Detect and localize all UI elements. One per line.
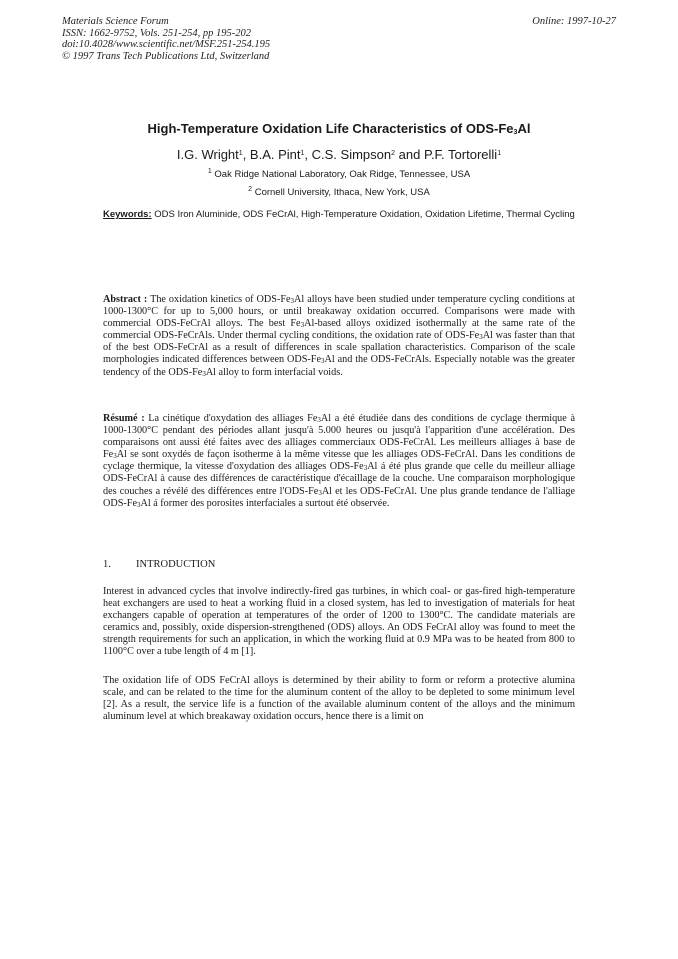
text-run: Al á former des porosites interfaciales a surtout été observée. (140, 497, 390, 509)
author-affiliation-marker: 1 (300, 150, 305, 157)
issn-line: ISSN: 1662-9752, Vols. 251-254, pp 195-202 (62, 27, 251, 39)
abstract-body (103, 294, 575, 378)
subscript: 3 (321, 357, 325, 366)
author-separator: , (304, 147, 312, 162)
keywords (103, 209, 575, 221)
journal-name: Materials Science Forum (62, 16, 169, 27)
text-run: Al a été étudiée dans des conditions de cyclage thermique à 1000-1300°C pendant des périodes allant jusqu'à 5.000 heures ou jusqu'à l'apparition d'une accélération. Des comparaisons ont aussi été faites avec des alliages commerciaux ODS-FeCrAl. Les meilleurs alliages à base de Fe (103, 413, 575, 461)
subscript: 3 (136, 500, 141, 509)
section-number: 1. (103, 559, 111, 570)
text-run: La cinétique d'oxydation des alliages Fe (144, 413, 318, 424)
subscript: 3 (479, 333, 483, 342)
online-date: Online: 1997-10-27 (532, 16, 616, 27)
subscript: 3 (318, 488, 322, 497)
section-heading: INTRODUCTION (136, 559, 216, 570)
text-run: Al and the ODS-FeCrAls. Especially notable was the greater tendency of the ODS-Fe (103, 354, 576, 378)
subscript: 3 (202, 369, 206, 378)
text-run: Al et les ODS-FeCrAl. Une plus grande tendance de l'alliage ODS-Fe (103, 485, 575, 509)
author-name: C.S. Simpson (311, 147, 392, 162)
affiliation-text: Cornell University, Ithaca, New York, USA (254, 187, 430, 198)
text-run: The oxidation kinetics of ODS-Fe (147, 294, 291, 305)
subscript: 3 (363, 464, 368, 473)
author-affiliation-marker: 2 (391, 150, 396, 157)
affiliation-1 (0, 169, 678, 180)
author-list (0, 147, 678, 162)
text-run: Al alloys have been studied under temperature cycling conditions at 1000-1300°C for up to 5,000 hours, or until breakaway oxidation occurred. Comparisons were made with commercial ODS-FeCrAl alloys. The best Fe (103, 294, 575, 330)
author-name: B.A. Pint (249, 147, 301, 162)
subscript: 3 (290, 297, 295, 305)
author-separator: and (395, 147, 424, 162)
text-run: Al se sont oxydés de façon isotherme à la même vitesse que les alliages ODS-FeCrAl. Dans les conditions de cyclage thermique, la vitesse d'oxydation des alliages ODS-Fe (103, 449, 575, 473)
author-name: P.F. Tortorelli (423, 147, 498, 162)
subscript: 3 (113, 452, 117, 461)
author-affiliation-marker: 1 (238, 150, 243, 157)
resume-paragraph (103, 413, 575, 510)
keywords-text: ODS Iron Aluminide, ODS FeCrAl, High-Temperature Oxidation, Oxidation Lifetime, Thermal Cycling (154, 209, 575, 220)
doi-line[interactable]: doi:10.4028/www.scientific.net/MSF.251-254.195 (62, 39, 271, 50)
paper-title (0, 121, 678, 136)
author-name: I.G. Wright (176, 147, 239, 162)
intro-paragraph-1: Interest in advanced cycles that involve indirectly-fired gas turbines, in which coal- or gas-fired high-temperature heat exchangers are used to heat a working fluid in a closed system, has led to investigation of materials for heat exchangers capable of operation at temperatures of the order of 1200 to 1300°C. The candidate materials are ceramics and, possibly, oxide dispersion-strengthened (ODS) alloys. An ODS FeCrAl alloy was found to meet the strength requirements for such an application, in which the working fluid at 0.9 MPa was to be heated from 800 to 1100°C over a tube length of 4 m [1]. (103, 586, 575, 658)
affiliation-number: 2 (248, 186, 253, 193)
text-run: Al was faster than that of the best ODS-FeCrAl as a result of differences in scale spallation characteristics. Comparison of the scale morphologies indicated differences between ODS-Fe (103, 330, 575, 366)
resume-label: Résumé : (103, 413, 145, 424)
author-affiliation-marker: 1 (497, 150, 502, 157)
title-text-end: Al (517, 121, 531, 136)
abstract-label: Abstract : (103, 294, 148, 305)
text-run: Al-based alloys oxidized isothermally at the same rate of the commercial ODS-FeCrAls. Under thermal cycling conditions, the oxidation rate of ODS-Fe (103, 318, 575, 342)
text-run: Al á été plus grande que celle du meilleur alliage ODS-FeCrAl à cause des différences de caractéristique d'écaillage de la couche. Une comparaison morphologique des couches a révélé des différences entre l'ODS-Fe (103, 461, 575, 497)
title-text: High-Temperature Oxidation Life Characteristics of ODS-Fe (147, 121, 514, 136)
resume-body (103, 413, 575, 509)
affiliation-number: 1 (207, 168, 212, 175)
title-subscript: 3 (513, 129, 518, 136)
intro-paragraph-2: The oxidation life of ODS FeCrAl alloys is determined by their ability to form or reform a protective alumina scale, and can be related to the time for the aluminum content of the alloy to be depleted to some minimum level [2]. As a result, the service life is a function of the available aluminum content of the alloys and the minimum aluminum level at which breakaway oxidation occurs, hence there is a limit on (103, 675, 575, 723)
publication-header (62, 16, 270, 62)
affiliation-2 (0, 187, 678, 198)
subscript: 3 (300, 321, 305, 330)
affiliation-text: Oak Ridge National Laboratory, Oak Ridge, Tennessee, USA (214, 169, 471, 180)
copyright-line: © 1997 Trans Tech Publications Ltd, Switzerland (62, 50, 270, 62)
author-separator: , (242, 147, 250, 162)
subscript: 3 (317, 416, 321, 424)
keywords-label: Keywords: (103, 209, 152, 220)
abstract-paragraph (103, 294, 575, 379)
text-run: Al alloy to form interfacial voids. (205, 366, 343, 378)
